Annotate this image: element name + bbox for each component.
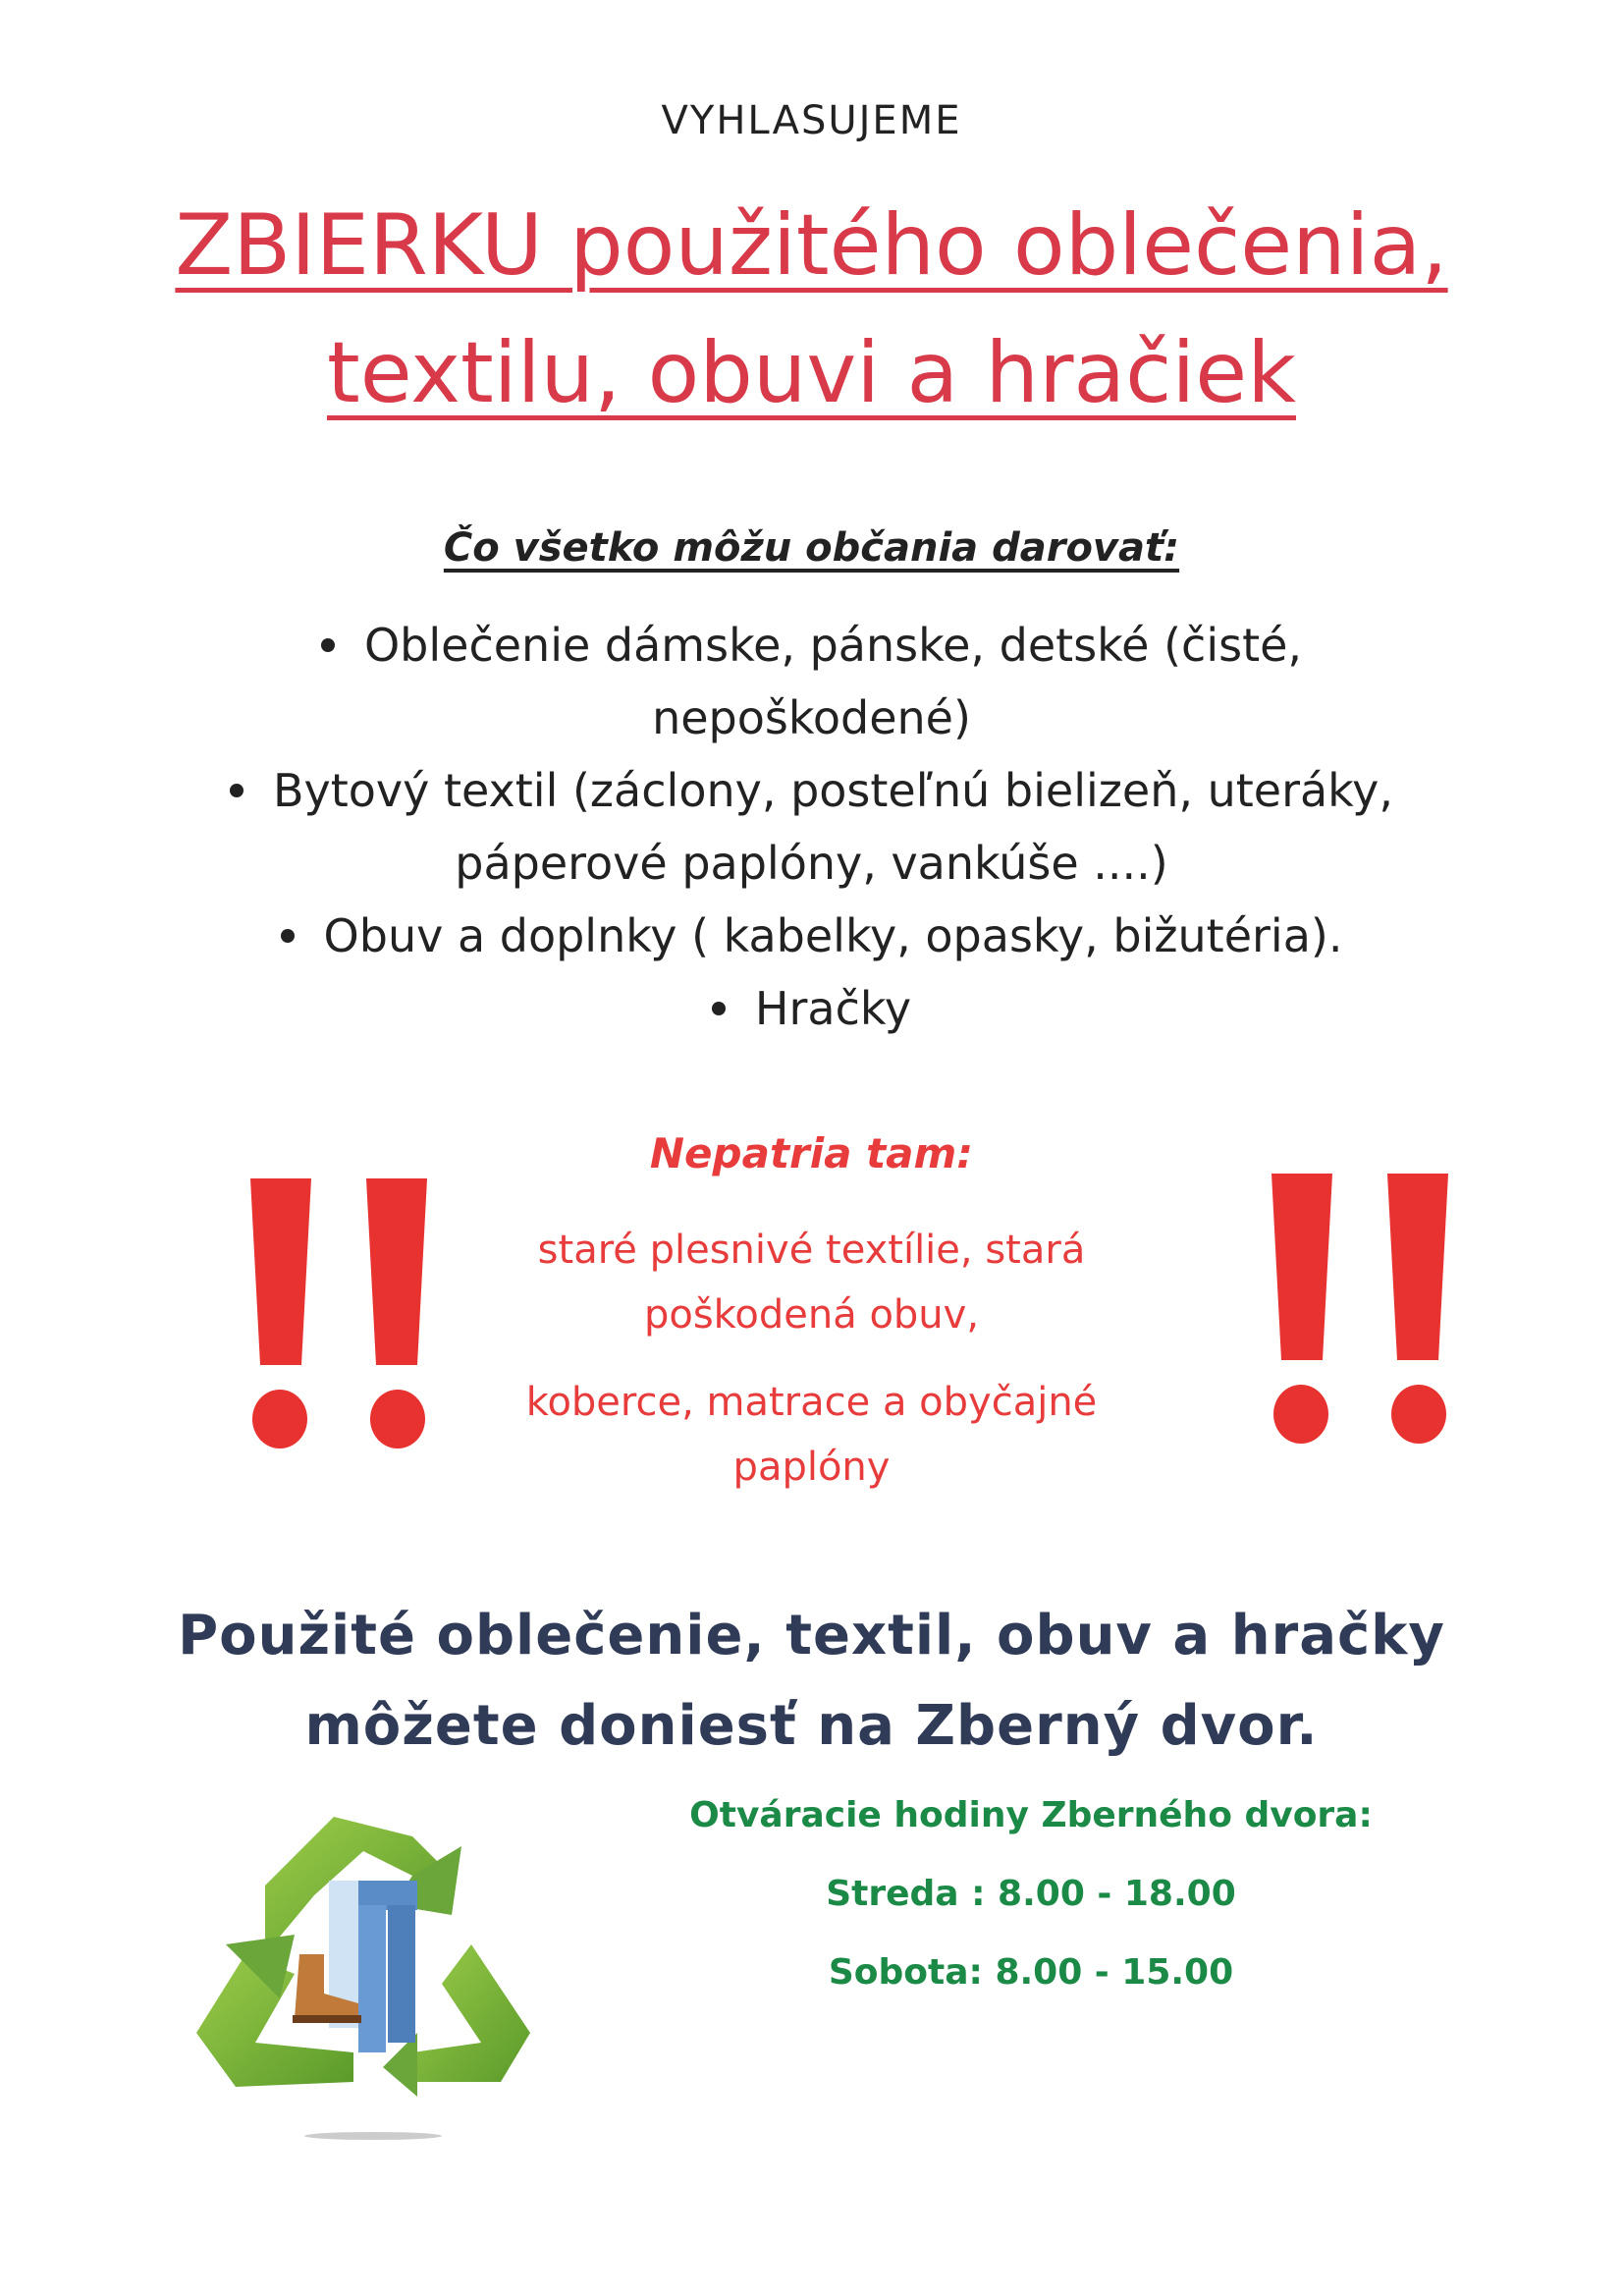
list-item: Hračky <box>0 972 1623 1045</box>
list-item: Oblečenie dámske, pánske, detské (čisté, <box>0 609 1623 682</box>
list-item: Bytový textil (záclony, posteľnú bielizeň, uteráky, <box>0 754 1623 827</box>
opening-hours-heading: Otváracie hodiny Zberného dvora: <box>689 1795 1373 1835</box>
not-allowed-item-2: koberce, matrace a obyčajné paplóny <box>525 1380 1098 1490</box>
dropoff-info: Použité oblečenie, textil, obuv a hračky môžete doniesť na Zberný dvor. <box>178 1604 1445 1758</box>
hours-saturday: Sobota: 8.00 - 15.00 <box>828 1952 1234 1993</box>
hours-wednesday: Streda : 8.00 - 18.00 <box>826 1874 1236 1914</box>
bullet-icon <box>230 784 243 797</box>
announcement-label: VYHLASUJEME <box>661 98 962 143</box>
list-item: Obuv a doplnky ( kabelky, opasky, bižutéria). <box>0 900 1623 972</box>
donate-heading: Čo všetko môžu občania darovať: <box>443 525 1180 571</box>
donate-list <box>0 609 1623 1045</box>
title-line-1: ZBIERKU použitého oblečenia, <box>175 196 1448 295</box>
bullet-icon <box>281 929 295 943</box>
not-allowed-item-1: staré plesnivé textílie, stará poškodená obuv, <box>537 1228 1086 1338</box>
not-allowed-heading: Nepatria tam: <box>649 1129 974 1177</box>
exclamation-icon <box>241 1178 437 1453</box>
bullet-icon <box>321 638 335 652</box>
title-line-2: textilu, obuvi a hračiek <box>326 324 1297 422</box>
bullet-icon <box>712 1002 726 1015</box>
exclamation-icon <box>1262 1174 1458 1449</box>
list-item-continuation: páperové paplóny, vankúše ....) <box>455 837 1168 890</box>
opening-hours <box>687 1795 1375 2031</box>
recycle-icon <box>187 1807 560 2160</box>
list-item-continuation: nepoškodené) <box>652 691 971 744</box>
